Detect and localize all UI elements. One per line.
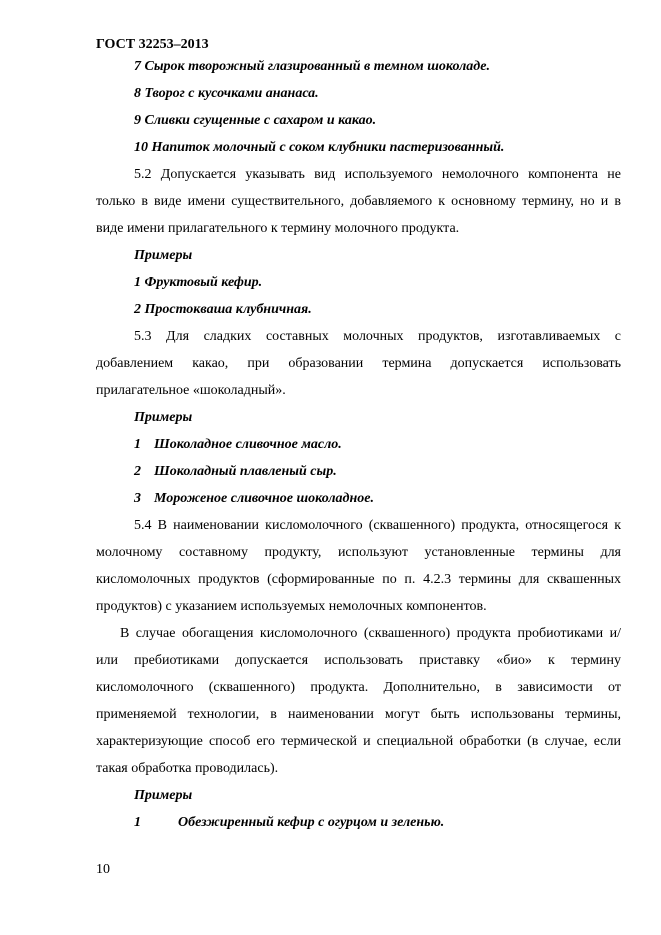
page-body <box>96 53 621 836</box>
example-line: 7 Сырок творожный глазированный в темном шоколаде. <box>134 59 490 74</box>
example-text: Шоколадное сливочное масло. <box>154 437 342 452</box>
example-number: 1 <box>134 437 141 452</box>
example-line: 9 Сливки сгущенные с сахаром и какао. <box>134 113 377 128</box>
examples-heading: Примеры <box>134 248 193 263</box>
example-number: 2 <box>134 464 141 479</box>
example-line: 2 Простокваша клубничная. <box>134 302 312 317</box>
example-text: Шоколадный плавленый сыр. <box>154 464 337 479</box>
example-line: 8 Творог с кусочками ананаса. <box>134 86 319 101</box>
example-line: 1 Фруктовый кефир. <box>134 275 263 290</box>
example-item <box>96 458 621 485</box>
example-item <box>96 809 621 836</box>
example-text: Мороженое сливочное шоколадное. <box>154 491 374 506</box>
examples-heading: Примеры <box>134 410 193 425</box>
paragraph-5-2: 5.2 Допускается указывать вид используемого немолочного компонента не только в виде имени существительного, добавляемого к основному термину, но и в виде имени прилагательного к термину молочного продукта. <box>96 167 621 236</box>
example-text: Обезжиренный кефир с огурцом и зеленью. <box>178 815 445 830</box>
paragraph-5-4-continued: В случае обогащения кисломолочного (сквашенного) продукта пробиотиками и/или пребиотиками допускается использовать приставку «био» к термину кисломолочного (сквашенного) продукта. Дополнительно, в зависимости от применяемой технологии, в наименовании могут быть использованы термины, характеризующие способ его термической и специальной обработки (в случае, если такая обработка проводилась). <box>96 626 621 776</box>
example-number: 3 <box>134 491 141 506</box>
page-number: 10 <box>96 862 110 877</box>
paragraph-5-3: 5.3 Для сладких составных молочных продуктов, изготавливаемых с добавлением какао, при образовании термина допускается использовать прилагательное «шоколадный». <box>96 329 621 398</box>
example-number: 1 <box>134 815 141 830</box>
example-item <box>96 431 621 458</box>
example-item <box>96 485 621 512</box>
standard-header: ГОСТ 32253–2013 <box>96 37 209 52</box>
paragraph-5-4: 5.4 В наименовании кисломолочного (сквашенного) продукта, относящегося к молочному составному продукту, используют установленные термины для кисломолочных продуктов (сформированные по п. 4.2.3 термины для сквашенных продуктов) с указанием используемых немолочных компонентов. <box>96 518 621 614</box>
example-line: 10 Напиток молочный с соком клубники пастеризованный. <box>134 140 505 155</box>
examples-heading: Примеры <box>134 788 193 803</box>
